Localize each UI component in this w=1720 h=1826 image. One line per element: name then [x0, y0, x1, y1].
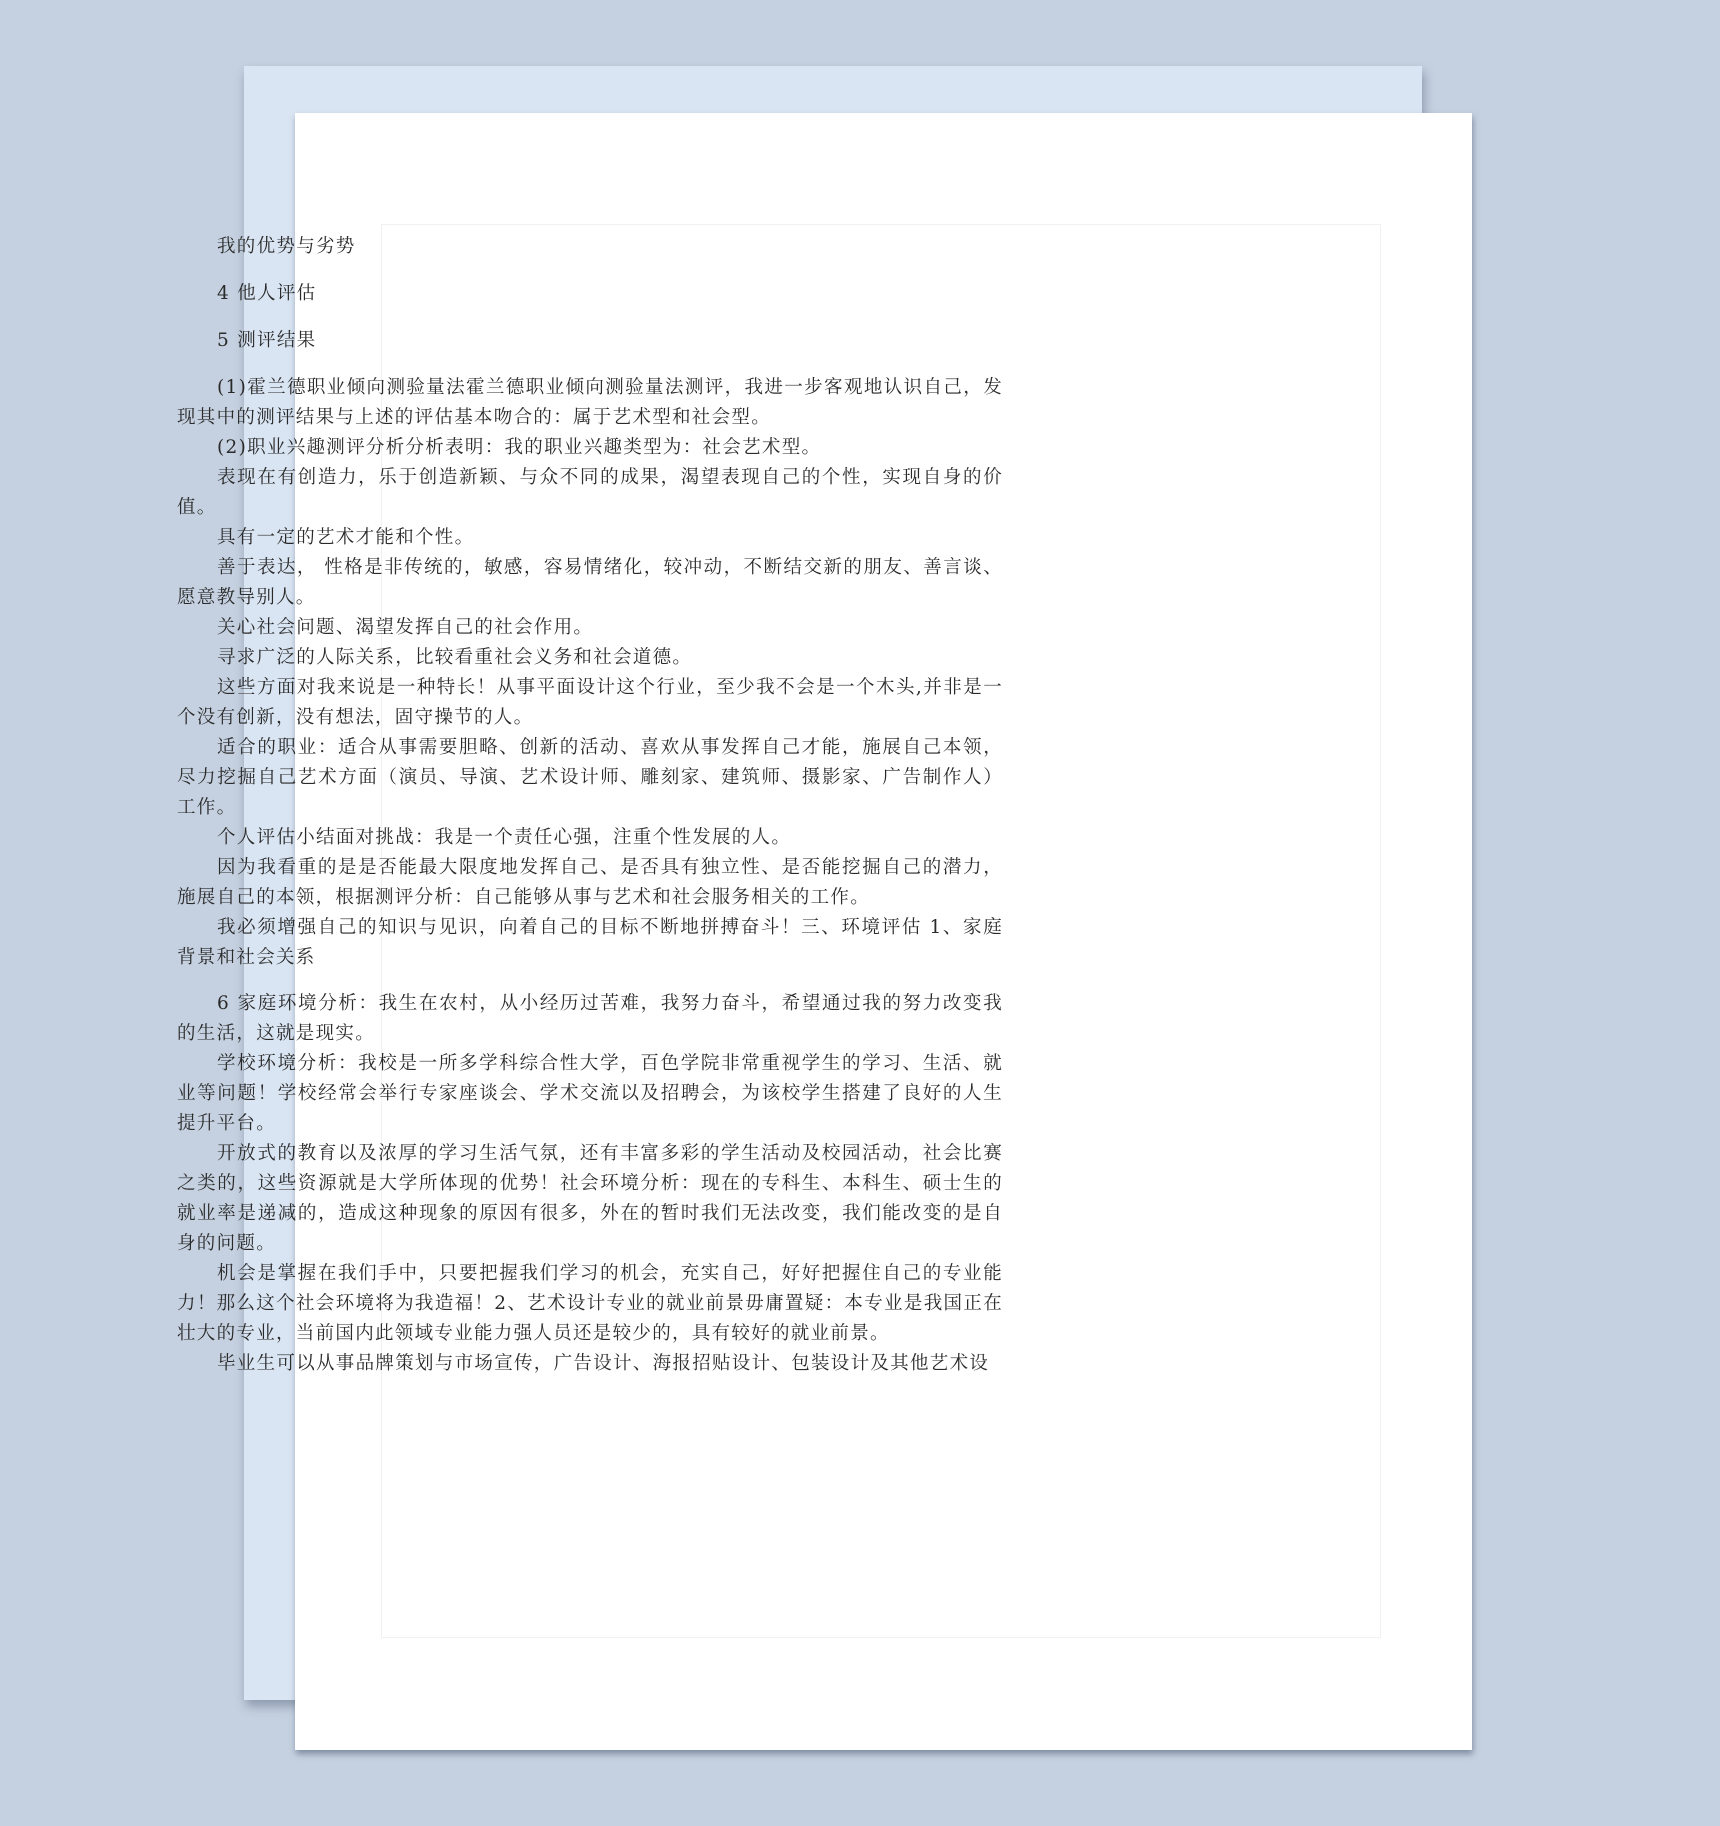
document-body — [177, 232, 1003, 1379]
paragraph: 善于表达， 性格是非传统的，敏感，容易情绪化，较冲动，不断结交新的朋友、善言谈、愿意教导别人。 — [177, 557, 1003, 608]
section-heading: 4 他人评估 — [217, 283, 317, 304]
paragraph: 6 家庭环境分析：我生在农村，从小经历过苦难，我努力奋斗，希望通过我的努力改变我的生活，这就是现实。 — [177, 993, 1003, 1044]
paragraph: (2)职业兴趣测评分析分析表明：我的职业兴趣类型为：社会艺术型。 — [217, 437, 822, 458]
paragraph: 表现在有创造力，乐于创造新颖、与众不同的成果，渴望表现自己的个性，实现自身的价值。 — [177, 467, 1003, 518]
paragraph: 关心社会问题、渴望发挥自己的社会作用。 — [217, 617, 594, 638]
section-heading: 我的优势与劣势 — [217, 236, 356, 257]
paragraph: 寻求广泛的人际关系，比较看重社会义务和社会道德。 — [217, 647, 693, 668]
paragraph: (1)霍兰德职业倾向测验量法霍兰德职业倾向测验量法测评，我进一步客观地认识自己，发现其中的测评结果与上述的评估基本吻合的：属于艺术型和社会型。 — [177, 377, 1003, 428]
paragraph: 学校环境分析：我校是一所多学科综合性大学，百色学院非常重视学生的学习、生活、就业等问题！学校经常会举行专家座谈会、学术交流以及招聘会，为该校学生搭建了良好的人生提升平台。 — [177, 1053, 1003, 1134]
paragraph: 具有一定的艺术才能和个性。 — [217, 527, 475, 548]
paragraph: 这些方面对我来说是一种特长！从事平面设计这个行业，至少我不会是一个木头,并非是一个没有创新，没有想法，固守操节的人。 — [177, 677, 1003, 728]
environment-analysis-section — [177, 989, 1003, 1379]
paragraph: 因为我看重的是是否能最大限度地发挥自己、是否具有独立性、是否能挖掘自己的潜力，施展自己的本领，根据测评分析：自己能够从事与艺术和社会服务相关的工作。 — [177, 857, 1003, 908]
paragraph: 机会是掌握在我们手中，只要把握我们学习的机会，充实自己，好好把握住自己的专业能力！那么这个社会环境将为我造福！2、艺术设计专业的就业前景毋庸置疑：本专业是我国正在壮大的专业，当前国内此领域专业能力强人员还是较少的，具有较好的就业前景。 — [177, 1263, 1003, 1344]
assessment-results-section — [177, 373, 1003, 973]
paragraph: 适合的职业：适合从事需要胆略、创新的活动、喜欢从事发挥自己才能，施展自己本领，尽力挖掘自己艺术方面（演员、导演、艺术设计师、雕刻家、建筑师、摄影家、广告制作人）工作。 — [177, 737, 1003, 818]
paragraph: 我必须增强自己的知识与见识，向着自己的目标不断地拼搏奋斗！三、环境评估 1、家庭背景和社会关系 — [177, 917, 1003, 968]
paragraph: 个人评估小结面对挑战：我是一个责任心强，注重个性发展的人。 — [217, 827, 792, 848]
paragraph: 开放式的教育以及浓厚的学习生活气氛，还有丰富多彩的学生活动及校园活动，社会比赛之类的，这些资源就是大学所体现的优势！社会环境分析：现在的专科生、本科生、硕士生的就业率是递减的，造成这种现象的原因有很多，外在的暂时我们无法改变，我们能改变的是自身的问题。 — [177, 1143, 1003, 1254]
paragraph: 毕业生可以从事品牌策划与市场宣传，广告设计、海报招贴设计、包装设计及其他艺术设 — [217, 1353, 990, 1374]
section-heading: 5 测评结果 — [217, 330, 317, 351]
